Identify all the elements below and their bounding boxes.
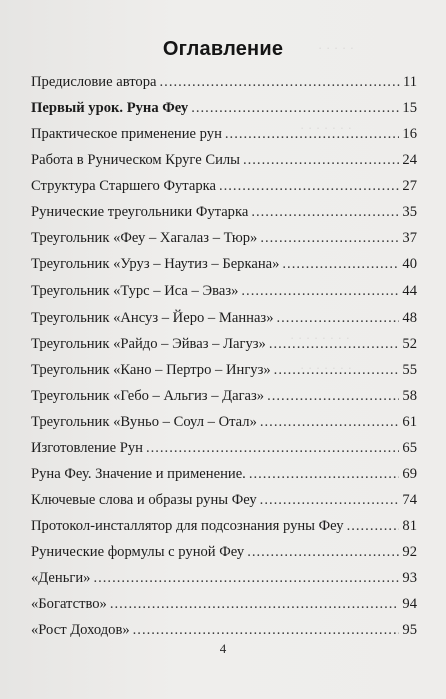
toc-entry-label: «Богатство» bbox=[31, 596, 107, 612]
toc-entry-page: 27 bbox=[402, 178, 417, 194]
toc-entry-label: Протокол-инсталлятор для подсознания руны Феу bbox=[31, 518, 344, 534]
show-through-text: · · · · · · · bbox=[300, 360, 352, 375]
toc-entry-page: 48 bbox=[402, 310, 417, 326]
dot-leader bbox=[219, 176, 399, 196]
toc-entry bbox=[31, 360, 417, 380]
toc-entry-page: 44 bbox=[402, 283, 417, 299]
toc-entry-label: Работа в Руническом Круге Силы bbox=[31, 152, 240, 168]
dot-leader bbox=[243, 150, 399, 170]
dot-leader bbox=[251, 202, 399, 222]
toc-entry bbox=[31, 516, 417, 536]
toc-entry-page: 15 bbox=[402, 100, 417, 116]
toc-entry bbox=[31, 281, 417, 301]
toc-entry-label: Первый урок. Руна Феу bbox=[31, 100, 189, 116]
dot-leader bbox=[110, 594, 400, 614]
toc-entry-label: Треугольник «Вуньо – Соул – Отал» bbox=[31, 414, 257, 430]
page-title: Оглавление bbox=[162, 38, 284, 60]
dot-leader bbox=[260, 490, 400, 510]
toc-entry-page: 24 bbox=[402, 152, 417, 168]
toc-entry-page: 37 bbox=[402, 230, 417, 246]
toc-entry-label: Предисловие автора bbox=[31, 74, 157, 90]
toc-entry bbox=[31, 124, 417, 144]
toc-entry bbox=[31, 228, 417, 248]
dot-leader bbox=[277, 308, 400, 328]
toc-entry-page: 69 bbox=[402, 466, 417, 482]
toc-entry-page: 40 bbox=[402, 256, 417, 272]
dot-leader bbox=[260, 412, 400, 432]
toc-entry-label: Рунические формулы с руной Феу bbox=[31, 544, 245, 560]
toc-entry-label: Треугольник «Турс – Иса – Эваз» bbox=[31, 283, 239, 299]
toc-entry-page: 58 bbox=[402, 388, 417, 404]
toc-entry-label: Руна Феу. Значение и применение. bbox=[31, 466, 246, 482]
toc-entry bbox=[31, 98, 417, 118]
toc-entry bbox=[31, 176, 417, 196]
dot-leader bbox=[347, 516, 400, 536]
toc-entry bbox=[31, 72, 417, 92]
toc-entry-page: 74 bbox=[402, 492, 417, 508]
toc-entry-page: 11 bbox=[402, 74, 417, 90]
toc-entry-label: Изготовление Рун bbox=[31, 440, 143, 456]
toc-entry bbox=[31, 490, 417, 510]
dot-leader bbox=[267, 386, 399, 406]
toc-entry-page: 95 bbox=[402, 622, 417, 638]
show-through-text: · · · · · · · · bbox=[290, 330, 350, 345]
toc-entry-page: 35 bbox=[402, 204, 417, 220]
toc-entry-label: Треугольник «Ансуз – Йеро – Манназ» bbox=[31, 310, 274, 326]
toc-entry bbox=[31, 386, 417, 406]
toc-entry-label: Структура Старшего Футарка bbox=[31, 178, 216, 194]
dot-leader bbox=[225, 124, 400, 144]
page-number: 4 bbox=[219, 641, 227, 656]
toc-entry-page: 52 bbox=[402, 336, 417, 352]
toc-entry-label: Треугольник «Уруз – Наутиз – Беркана» bbox=[31, 256, 280, 272]
toc-entry-page: 94 bbox=[402, 596, 417, 612]
toc-entry-page: 55 bbox=[402, 362, 417, 378]
dot-leader bbox=[282, 254, 399, 274]
toc-entry bbox=[31, 568, 417, 588]
dot-leader bbox=[260, 228, 399, 248]
dot-leader bbox=[160, 72, 400, 92]
toc-entry bbox=[31, 202, 417, 222]
show-through-text: · · · · · · · bbox=[300, 120, 352, 135]
show-through-text: · · · · · bbox=[318, 40, 355, 55]
toc-entry-label: Треугольник «Райдо – Эйваз – Лагуз» bbox=[31, 336, 266, 352]
toc-entry bbox=[31, 438, 417, 458]
dot-leader bbox=[274, 360, 400, 380]
toc-entry-label: Треугольник «Гебо – Альгиз – Дагаз» bbox=[31, 388, 265, 404]
toc-entry-page: 65 bbox=[402, 440, 417, 456]
dot-leader bbox=[247, 542, 399, 562]
dot-leader bbox=[249, 464, 400, 484]
dot-leader bbox=[146, 438, 399, 458]
toc-entry-label: «Рост Доходов» bbox=[31, 622, 130, 638]
toc-entry bbox=[31, 620, 417, 640]
toc-entry bbox=[31, 334, 417, 354]
dot-leader bbox=[133, 620, 400, 640]
toc-entry-label: Треугольник «Феу – Хагалаз – Тюр» bbox=[31, 230, 258, 246]
toc-entry-label: Треугольник «Кано – Пертро – Ингуз» bbox=[31, 362, 271, 378]
toc-entry bbox=[31, 254, 417, 274]
dot-leader bbox=[269, 334, 400, 354]
toc-entry-label: Рунические треугольники Футарка bbox=[31, 204, 249, 220]
toc-entry-label: Ключевые слова и образы руны Феу bbox=[31, 492, 257, 508]
toc-entry-page: 16 bbox=[402, 126, 417, 142]
toc-entry bbox=[31, 412, 417, 432]
dot-leader bbox=[191, 98, 399, 118]
toc-entry bbox=[31, 464, 417, 484]
toc-entry bbox=[31, 594, 417, 614]
dot-leader bbox=[241, 281, 399, 301]
toc-entry-page: 93 bbox=[402, 570, 417, 586]
dot-leader bbox=[93, 568, 399, 588]
toc-entry-page: 81 bbox=[402, 518, 417, 534]
toc-entry bbox=[31, 308, 417, 328]
toc-entry bbox=[31, 542, 417, 562]
toc-entry bbox=[31, 150, 417, 170]
toc-entry-page: 92 bbox=[402, 544, 417, 560]
toc-entry-page: 61 bbox=[402, 414, 417, 430]
toc-entry-label: «Деньги» bbox=[31, 570, 91, 586]
toc-entry-label: Практическое применение рун bbox=[31, 126, 222, 142]
